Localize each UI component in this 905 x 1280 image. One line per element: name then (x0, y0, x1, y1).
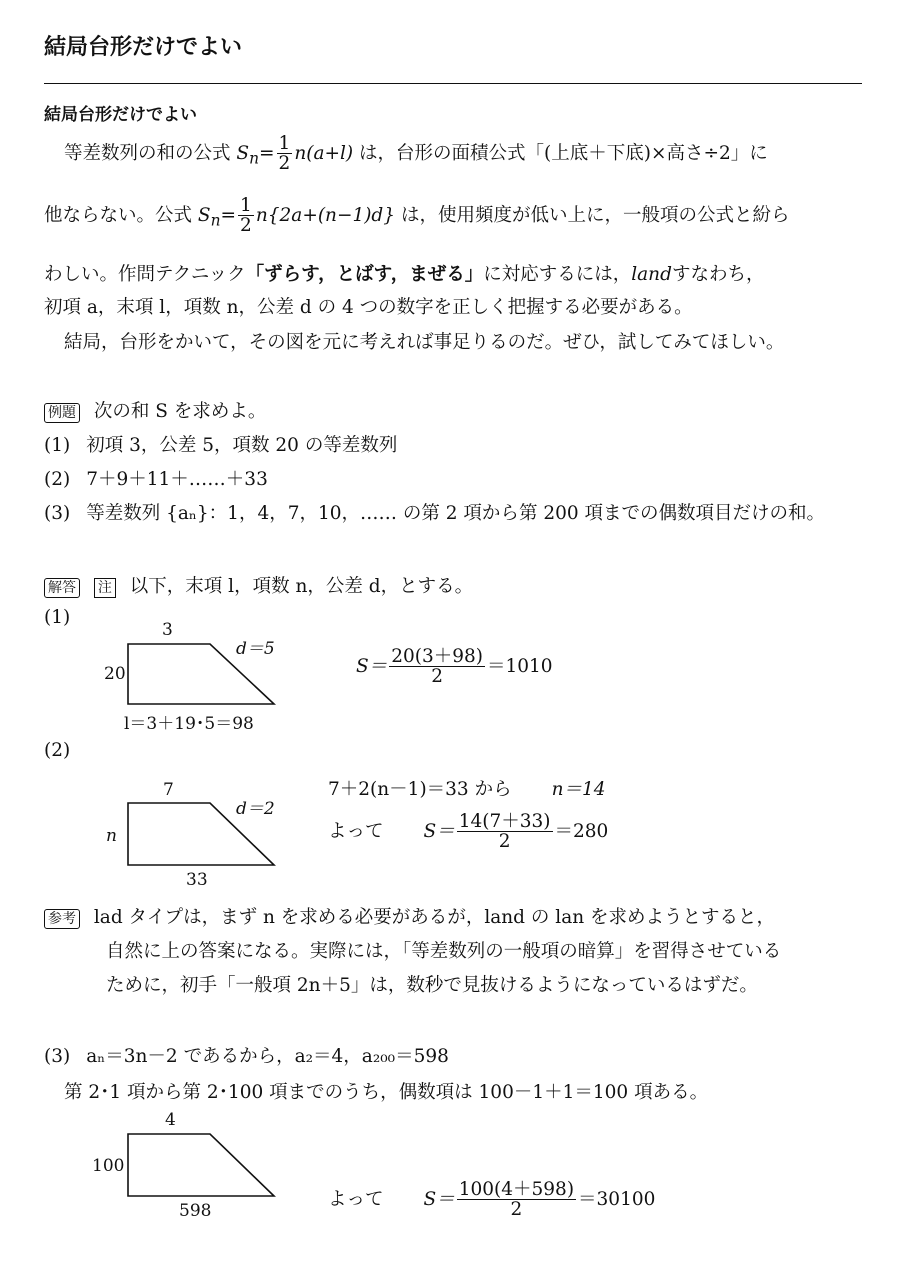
reference-line-2: 自然に上の答案になる。実際には，「等差数列の一般項の暗算」を習得させている (106, 941, 782, 962)
trap3-bottom-label: 598 (179, 1201, 212, 1221)
section-title: 結局台形だけでよい (44, 105, 197, 125)
intro-line-3: わしい。作問テクニック「ずらす，とばす，まぜる」に対応するには，landすなわち， (44, 264, 765, 285)
example-heading: 例題 次の和 S を求めよ。 (44, 397, 266, 423)
formula-s: $S_n$ (236, 142, 260, 168)
sum-2: よって S＝ $\frac{14(7+33)}{2}$ ＝280 (328, 811, 609, 853)
intro-line-2: 他ならない。公式 $S_n=$ $\frac{1}{2}$ n{2a+(n−1)d} は，使用頻度が低い上に，一般項の公式と紛ら (44, 195, 790, 237)
trap2-top-label: 7 (163, 780, 174, 800)
trap3-top-label: 4 (165, 1110, 176, 1130)
note-tag: 注 (94, 578, 116, 598)
trap1-bottom-label: l＝3＋19･5＝98 (124, 714, 254, 734)
trap1-top-label: 3 (162, 620, 173, 640)
intro-line-1: 等差数列の和の公式 $S_n=$ $\frac{1}{2}$ n(a+l) は，台形の面積公式「(上底＋下底)×高さ÷2」に (64, 133, 768, 175)
sum-1: S＝ $\frac{20(3+98)}{2}$ ＝1010 (356, 646, 553, 688)
answer-heading: 解答 注 以下，末項 l，項数 n，公差 d，とする。 (44, 572, 473, 598)
page-title: 結局台形だけでよい (44, 35, 243, 60)
intro-line-5: 結局，台形をかいて，その図を元に考えれば事足りるのだ。ぜひ，試してみてほしい。 (64, 332, 785, 353)
answer-part-3-line-2: 第 2･1 項から第 2･100 項までのうち，偶数項は 100－1＋1＝100 項ある。 (64, 1082, 709, 1103)
technique-highlight: 「ずらす，とばす，まぜる」 (245, 264, 484, 285)
trap2-bottom-label: 33 (186, 870, 208, 890)
trapezoid-3 (128, 1134, 278, 1198)
example-tag: 例題 (44, 403, 80, 423)
trap1-diff-label: d＝5 (236, 639, 275, 659)
title-divider (44, 83, 862, 84)
fraction-half-2: $\frac{1}{2}$ (240, 195, 252, 237)
answer-part-1-label: (1) (44, 607, 71, 628)
answer-tag: 解答 (44, 578, 80, 598)
answer-part-3-line-1: (3) aₙ＝3n－2 であるから，a₂＝4，a₂₀₀＝598 (44, 1046, 449, 1067)
fraction-half: $\frac{1}{2}$ (278, 133, 291, 175)
trap2-left-label: n (106, 826, 117, 846)
reference-line-1: 参考 lad タイプは，まず n を求める必要があるが，land の lan を求めようとすると， (44, 903, 775, 929)
trap1-left-label: 20 (104, 664, 126, 684)
trap3-left-label: 100 (92, 1156, 125, 1176)
reference-line-3: ために，初手「一般項 2n＋5」は，数秒で見抜けるようになっているはずだ。 (106, 975, 758, 996)
solve-n: 7＋2(n－1)＝33 から n＝14 (328, 779, 606, 800)
sum-3: よって S＝ $\frac{100(4+598)}{2}$ ＝30100 (328, 1179, 656, 1221)
example-item-3: (3) 等差数列 {aₙ}：1，4，7，10，…… の第 2 項から第 200 項までの偶数項目だけの和。 (44, 503, 826, 524)
example-item-1: (1) 初項 3，公差 5，項数 20 の等差数列 (44, 435, 398, 456)
trap2-diff-label: d＝2 (236, 799, 275, 819)
example-item-2: (2) 7＋9＋11＋……＋33 (44, 469, 268, 490)
reference-tag: 参考 (44, 909, 80, 929)
answer-part-2-label: (2) (44, 740, 71, 761)
intro-line-4: 初項 a，末項 l，項数 n，公差 d の 4 つの数字を正しく把握する必要がある。 (44, 297, 693, 318)
